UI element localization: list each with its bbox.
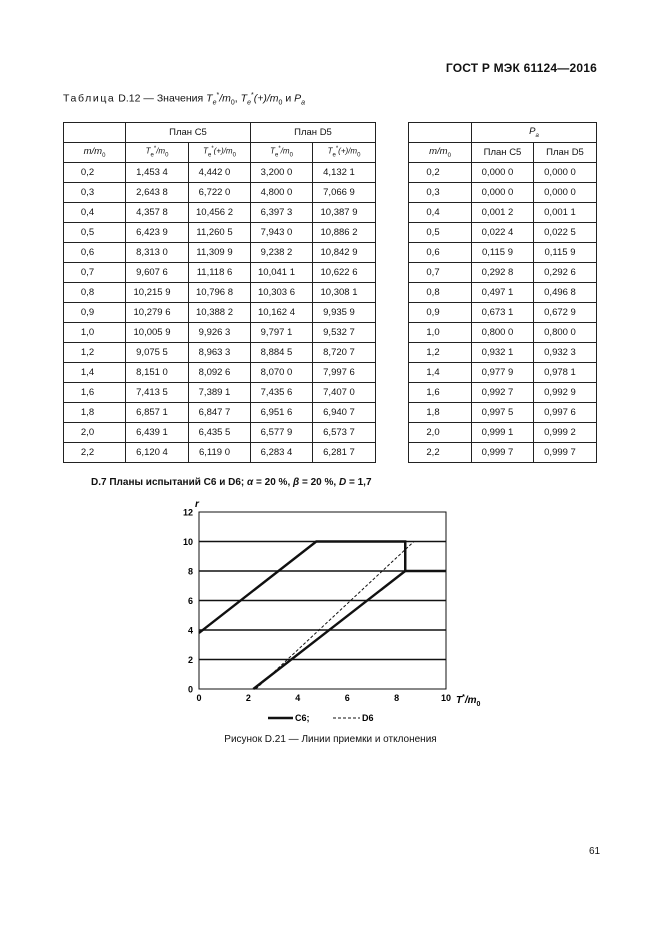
table-caption: Таблица D.12 — Значения $T_e^*/m_0$, $T_e^*(+)/m_0$ и $P_a$ — [63, 92, 306, 107]
chart-legend — [268, 713, 374, 723]
cell-value: 11,309 9 — [189, 243, 251, 263]
cell-m-ratio: 1,8 — [64, 403, 126, 423]
cell-m-ratio: 1,2 — [64, 343, 126, 363]
cell-value: 0,000 0 — [472, 183, 534, 203]
cell-m-ratio: 0,7 — [64, 263, 126, 283]
x-tick-label: 6 — [344, 693, 350, 703]
cell-value: 0,992 7 — [472, 383, 534, 403]
cell-m-ratio: 0,2 — [409, 163, 472, 183]
right_table-row — [409, 203, 597, 223]
figure-caption: Рисунок D.21 — Линии приемки и отклонения — [224, 734, 437, 745]
cell-value: 0,673 1 — [472, 303, 534, 323]
y-tick-label: 2 — [187, 655, 193, 665]
cell-value: 10,279 6 — [126, 303, 189, 323]
right_table-row — [409, 243, 597, 263]
cell-m-ratio: 2,0 — [64, 423, 126, 443]
header-plan-c5: План С5 — [472, 143, 534, 163]
cell-value: 9,532 7 — [313, 323, 376, 343]
cell-value: 0,000 0 — [534, 183, 597, 203]
cell-value: 0,977 9 — [472, 363, 534, 383]
cell-value: 6,281 7 — [313, 443, 376, 463]
cell-m-ratio: 0,5 — [409, 223, 472, 243]
left_table-row — [64, 443, 376, 463]
cell-m-ratio: 1,6 — [409, 383, 472, 403]
x-tick-label: 8 — [394, 693, 400, 703]
cell-value: 2,643 8 — [126, 183, 189, 203]
cell-value: 6,722 0 — [189, 183, 251, 203]
cell-value: 10,387 9 — [313, 203, 376, 223]
right_table-row — [409, 163, 597, 183]
x-axis-label: $T^*/m_0$ — [456, 694, 481, 708]
cell-value: 3,200 0 — [251, 163, 313, 183]
cell-value: 8,092 6 — [189, 363, 251, 383]
document-header: ГОСТ Р МЭК 61124—2016 — [445, 61, 597, 75]
cell-value: 7,407 0 — [313, 383, 376, 403]
cell-value: 8,313 0 — [126, 243, 189, 263]
corner-cell — [64, 123, 126, 143]
y-tick-label: 12 — [182, 507, 193, 518]
series-d6-line-2 — [256, 542, 414, 690]
cell-value: 0,997 6 — [534, 403, 597, 423]
cell-value: 10,388 2 — [189, 303, 251, 323]
page-number: 61 — [589, 846, 601, 857]
cell-value: 0,022 5 — [534, 223, 597, 243]
cell-value: 8,720 7 — [313, 343, 376, 363]
left-values-table — [63, 122, 376, 463]
cell-value: 10,842 9 — [313, 243, 376, 263]
legend-c6-label: С6; — [295, 713, 310, 723]
cell-m-ratio: 1,4 — [409, 363, 472, 383]
cell-value: 0,000 0 — [534, 163, 597, 183]
cell-value: 10,796 8 — [189, 283, 251, 303]
right_table-row — [409, 383, 597, 403]
header-m-ratio: $m/m_0$ — [64, 143, 126, 163]
cell-value: 0,496 8 — [534, 283, 597, 303]
series-с6-line-1 — [199, 542, 446, 633]
corner-cell — [409, 123, 472, 143]
cell-value: 6,857 1 — [126, 403, 189, 423]
cell-m-ratio: 0,8 — [409, 283, 472, 303]
left_table-row — [64, 263, 376, 283]
left_table-row — [64, 323, 376, 343]
cell-value: 0,000 0 — [472, 163, 534, 183]
header-tep-d5: $T_e^*(+)/m_0$ — [313, 143, 376, 163]
cell-value: 8,963 3 — [189, 343, 251, 363]
right_table-row — [409, 183, 597, 203]
x-tick-label: 10 — [440, 693, 452, 703]
header-te-c5: $T_e^*/m_0$ — [126, 143, 189, 163]
y-tick-label: 4 — [187, 625, 193, 636]
cell-value: 7,435 6 — [251, 383, 313, 403]
left_table-row — [64, 283, 376, 303]
left_table-row — [64, 243, 376, 263]
cell-value: 6,940 7 — [313, 403, 376, 423]
cell-value: 4,357 8 — [126, 203, 189, 223]
cell-m-ratio: 1,8 — [409, 403, 472, 423]
cell-value: 9,926 3 — [189, 323, 251, 343]
cell-m-ratio: 2,0 — [409, 423, 472, 443]
series-d6-line-1 — [199, 542, 446, 633]
cell-value: 6,119 0 — [189, 443, 251, 463]
left_table-row — [64, 403, 376, 423]
cell-value: 7,413 5 — [126, 383, 189, 403]
cell-m-ratio: 0,9 — [409, 303, 472, 323]
cell-value: 11,118 6 — [189, 263, 251, 283]
cell-m-ratio: 0,8 — [64, 283, 126, 303]
section-heading: D.7 Планы испытаний С6 и D6; α = 20 %, β = 20 %, D = 1,7 — [91, 477, 372, 488]
cell-value: 0,978 1 — [534, 363, 597, 383]
cell-value: 0,115 9 — [534, 243, 597, 263]
cell-m-ratio: 0,7 — [409, 263, 472, 283]
right_table-row — [409, 343, 597, 363]
right_table-row — [409, 283, 597, 303]
header-m-ratio: $m/m_0$ — [409, 143, 472, 163]
cell-value: 4,132 1 — [313, 163, 376, 183]
cell-value: 6,120 4 — [126, 443, 189, 463]
cell-value: 0,999 2 — [534, 423, 597, 443]
cell-value: 7,943 0 — [251, 223, 313, 243]
cell-value: 4,800 0 — [251, 183, 313, 203]
right_table-row — [409, 423, 597, 443]
cell-value: 8,151 0 — [126, 363, 189, 383]
cell-value: 10,886 2 — [313, 223, 376, 243]
y-axis-label: r — [195, 499, 199, 510]
cell-value: 0,932 1 — [472, 343, 534, 363]
cell-value: 8,070 0 — [251, 363, 313, 383]
cell-m-ratio: 0,4 — [64, 203, 126, 223]
cell-value: 0,999 1 — [472, 423, 534, 443]
header-plan-d5: План D5 — [251, 123, 376, 143]
cell-m-ratio: 1,2 — [409, 343, 472, 363]
cell-value: 9,075 5 — [126, 343, 189, 363]
right-pa-table — [408, 122, 597, 463]
cell-value: 0,800 0 — [472, 323, 534, 343]
cell-value: 10,005 9 — [126, 323, 189, 343]
cell-value: 9,935 9 — [313, 303, 376, 323]
cell-m-ratio: 1,0 — [64, 323, 126, 343]
right_table-row — [409, 443, 597, 463]
cell-value: 10,041 1 — [251, 263, 313, 283]
cell-value: 9,797 1 — [251, 323, 313, 343]
cell-m-ratio: 2,2 — [409, 443, 472, 463]
x-tick-label: 4 — [295, 693, 301, 703]
cell-value: 6,439 1 — [126, 423, 189, 443]
cell-m-ratio: 0,6 — [64, 243, 126, 263]
y-tick-label: 0 — [187, 684, 193, 695]
cell-value: 0,932 3 — [534, 343, 597, 363]
cell-value: 10,303 6 — [251, 283, 313, 303]
right_table-row — [409, 403, 597, 423]
y-tick-label: 10 — [182, 537, 193, 547]
cell-value: 6,573 7 — [313, 423, 376, 443]
cell-value: 7,066 9 — [313, 183, 376, 203]
header-te-d5: $T_e^*/m_0$ — [251, 143, 313, 163]
y-tick-label: 8 — [187, 566, 193, 577]
cell-m-ratio: 1,4 — [64, 363, 126, 383]
cell-value: 8,884 5 — [251, 343, 313, 363]
right_table-row — [409, 223, 597, 243]
cell-value: 0,115 9 — [472, 243, 534, 263]
right_table-row — [409, 323, 597, 343]
cell-value: 10,215 9 — [126, 283, 189, 303]
cell-value: 6,397 3 — [251, 203, 313, 223]
cell-value: 0,292 6 — [534, 263, 597, 283]
cell-m-ratio: 0,9 — [64, 303, 126, 323]
cell-value: 0,800 0 — [534, 323, 597, 343]
x-tick-label: 2 — [245, 693, 251, 703]
cell-value: 10,308 1 — [313, 283, 376, 303]
cell-value: 6,283 4 — [251, 443, 313, 463]
cell-value: 6,951 6 — [251, 403, 313, 423]
left_table-row — [64, 183, 376, 203]
cell-m-ratio: 0,6 — [409, 243, 472, 263]
cell-value: 0,997 5 — [472, 403, 534, 423]
right_table-row — [409, 263, 597, 283]
legend-d6-label: D6 — [362, 713, 374, 723]
cell-value: 9,607 6 — [126, 263, 189, 283]
cell-m-ratio: 2,2 — [64, 443, 126, 463]
left_table-row — [64, 223, 376, 243]
cell-m-ratio: 1,0 — [409, 323, 472, 343]
cell-value: 9,238 2 — [251, 243, 313, 263]
cell-value: 6,435 5 — [189, 423, 251, 443]
left_table-row — [64, 303, 376, 323]
left_table-row — [64, 423, 376, 443]
cell-m-ratio: 0,3 — [64, 183, 126, 203]
cell-value: 0,292 8 — [472, 263, 534, 283]
cell-m-ratio: 0,3 — [409, 183, 472, 203]
header-plan-c5: План С5 — [126, 123, 251, 143]
cell-value: 0,992 9 — [534, 383, 597, 403]
header-plan-d5: План D5 — [534, 143, 597, 163]
left_table-row — [64, 363, 376, 383]
cell-value: 10,456 2 — [189, 203, 251, 223]
left_table-row — [64, 343, 376, 363]
header-tep-c5: $T_e^*(+)/m_0$ — [189, 143, 251, 163]
cell-value: 6,423 9 — [126, 223, 189, 243]
cell-value: 7,389 1 — [189, 383, 251, 403]
cell-value: 10,162 4 — [251, 303, 313, 323]
left_table-row — [64, 163, 376, 183]
left_table-row — [64, 203, 376, 223]
cell-value: 0,999 7 — [472, 443, 534, 463]
cell-m-ratio: 1,6 — [64, 383, 126, 403]
header-pa: $P_a$ — [472, 123, 597, 143]
cell-value: 0,001 2 — [472, 203, 534, 223]
cell-m-ratio: 0,4 — [409, 203, 472, 223]
acceptance-rejection-chart — [150, 498, 510, 728]
left_table-row — [64, 383, 376, 403]
cell-value: 0,001 1 — [534, 203, 597, 223]
cell-m-ratio: 0,2 — [64, 163, 126, 183]
cell-value: 0,672 9 — [534, 303, 597, 323]
cell-value: 0,999 7 — [534, 443, 597, 463]
series-с6-line-2 — [253, 542, 405, 690]
cell-m-ratio: 0,5 — [64, 223, 126, 243]
x-tick-label: 0 — [196, 693, 202, 703]
cell-value: 4,442 0 — [189, 163, 251, 183]
cell-value: 6,847 7 — [189, 403, 251, 423]
cell-value: 1,453 4 — [126, 163, 189, 183]
cell-value: 10,622 6 — [313, 263, 376, 283]
cell-value: 6,577 9 — [251, 423, 313, 443]
cell-value: 11,260 5 — [189, 223, 251, 243]
cell-value: 7,997 6 — [313, 363, 376, 383]
cell-value: 0,022 4 — [472, 223, 534, 243]
y-tick-label: 6 — [187, 596, 193, 606]
right_table-row — [409, 303, 597, 323]
cell-value: 0,497 1 — [472, 283, 534, 303]
right_table-row — [409, 363, 597, 383]
